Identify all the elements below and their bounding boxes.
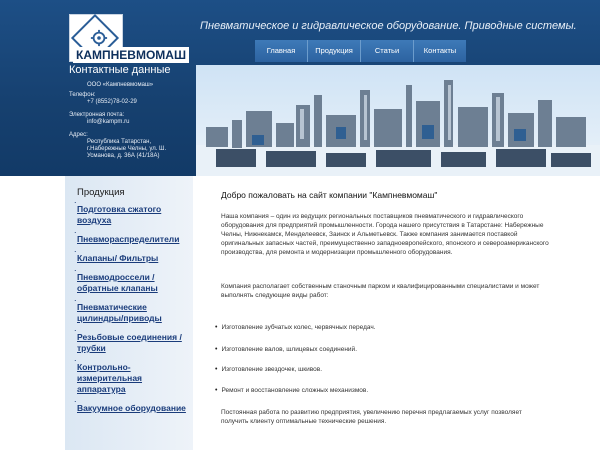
sidebar-item-fittings [75,332,191,354]
list-item [215,387,368,394]
sidebar-item-instruments [75,362,191,395]
brand-name[interactable]: КАМПНЕВМОМАШ [73,47,189,63]
sidebar-link[interactable]: . Пневматические цилиндры/приводы [77,302,162,323]
list-item [215,346,357,353]
sidebar-item-valves [75,234,191,245]
equipment-banner [196,65,600,176]
bullet-text: Изготовление звездочек, шкивов. [221,366,323,373]
bullet-icon: • [215,366,218,373]
gear-icon [90,29,108,47]
sidebar-link[interactable]: . Вакуумное оборудование [77,403,186,413]
sidebar-link[interactable]: . Клапаны/ Фильтры [77,253,159,263]
sidebar-title: Продукция [77,187,125,198]
contact-email[interactable]: info@kampm.ru [87,119,130,125]
sidebar-link[interactable]: . Подготовка сжатого воздуха [77,204,162,225]
sidebar-link[interactable]: . Пневмодроссели / обратные клапаны [77,272,158,293]
site-tagline: Пневматическое и гидравлическое оборудование. Приводные системы. [200,20,577,32]
sidebar-item-vacuum [75,403,191,414]
bullet-text: Изготовление зубчатых колес, червячных передач. [221,324,376,331]
list-item [215,366,322,373]
closing-paragraph: Постоянная работа по развитию предприятия, увеличению перечня предлагаемых услуг позволяет получить клиенту оптимальные технические решения. [221,409,522,425]
intro-paragraph: Наша компания – один из ведущих региональных поставщиков пневматического и гидравлического оборудования для предприятий промышленности. Города нашего присутствия в Татарстане: Набережные Челны, Нижнекамск, Менделеевск, Заинск и Альметьевск. Также компания занимается поставкой оригинальных запасных частей, преимущественно западноевропейского, японского и североамериканского производства, для ремонта и модернизации промышленного оборудования. [221,213,549,256]
nav-articles[interactable]: Статьи [360,40,413,62]
services-intro: Компания располагает собственным станочным парком и квалифицированными специалистами и может выполнять следующие виды работ: [221,283,540,299]
sidebar-item-filters [75,253,191,264]
sidebar-link[interactable]: . Резьбовые соединения / трубки [77,332,182,353]
product-menu [75,204,191,422]
nav-products[interactable]: Продукция [307,40,360,62]
list-item [215,324,376,331]
sidebar-link[interactable]: . Пневмораспределители [77,234,180,244]
contact-address-line3: Усманова, д. 36А (41/18А) [87,153,160,159]
main-content [211,176,581,450]
bullet-icon: • [215,346,218,353]
contact-title: Контактные данные [69,64,171,76]
sidebar-item-air-preparation [75,204,191,226]
contact-panel [69,64,194,176]
bullet-icon: • [215,387,218,394]
bullet-text: Изготовление валов, шлицевых соединений. [221,346,357,353]
sidebar-item-cylinders [75,302,191,324]
nav-home[interactable]: Главная [255,40,307,62]
site-header [0,0,600,176]
page-title: Добро пожаловать на сайт компании "Кампневмомаш" [221,190,438,200]
contact-address-line1: Республика Татарстан, [87,139,152,145]
bullet-text: Ремонт и восстановление сложных механизмов. [221,387,369,394]
contact-phone: +7 (8552)78-02-29 [87,99,137,105]
top-nav [255,40,466,62]
sidebar-item-throttles [75,272,191,294]
contact-email-label: Электронная почта: [69,112,125,118]
sidebar-link[interactable]: . Контрольно-измерительная аппаратура [77,362,143,394]
contact-address-line2: г.Набережные Челны, ул. Ш. [87,146,167,152]
contact-company: ООО «Кампневмомаш» [87,82,154,88]
contact-address-label: Адрес: [69,132,88,138]
bullet-icon: • [215,324,218,331]
product-sidebar [65,176,193,450]
contact-phone-label: Телефон: [69,92,96,98]
equipment-illustration [196,65,600,176]
nav-contacts[interactable]: Контакты [413,40,466,62]
